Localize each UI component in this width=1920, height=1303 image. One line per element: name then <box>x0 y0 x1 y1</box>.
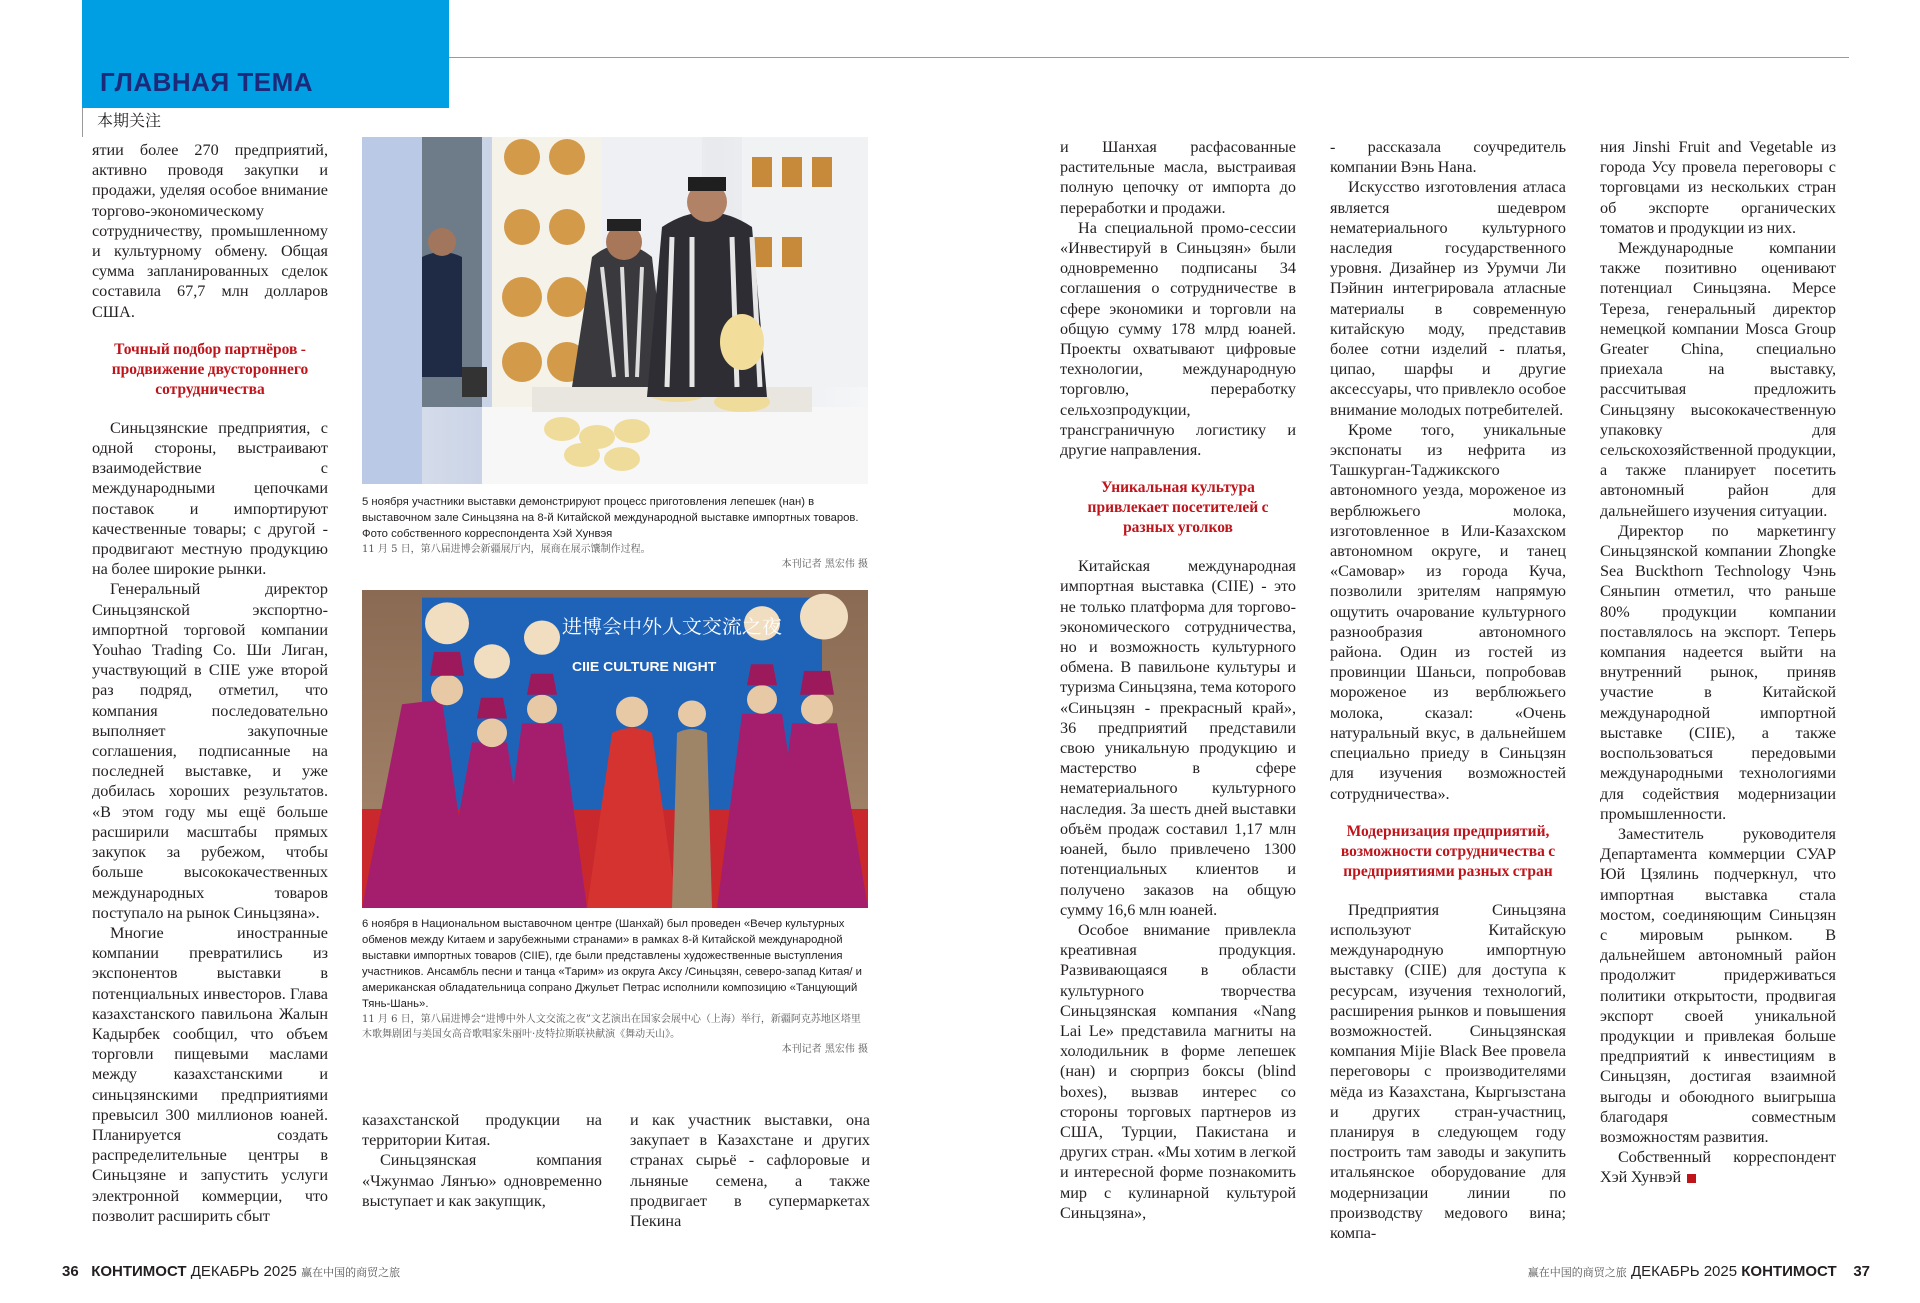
paragraph-text: Генеральный директор Синьцзянской экспортно-импортной торговой компании Youhao Trading Co. Ши Лиган, участвующий в CIIE уже второй раз подряд, отметил, что компания последовательно выполняет закупочные соглашения, подписанные на последней выставке, и уже добилась хороших результатов. «В этом году мы ещё больше расширили масштабы прямых закупок за рубежом, чтобы больше высококачественных международных товаров поступало на рынок Синьцзяна». <box>92 580 328 922</box>
magazine-name: КОНТИМОСТ <box>91 1263 187 1280</box>
paragraph-text: Кроме того, уникальные экспонаты из нефрита из Ташкурган-Таджикского автономного уезда, мороженое из верблюжьего молока, изготовленное в Или-Казахском автономном округе, и танец «Самовар» из города Куча, позволили зрителям напрямую ощутить очарование культурного разнообразия автономного района. Один из гостей из провинции Шаньси, попробовав мороженое из верблюжьего молока, сказал: «Очень натуральный вкус, в дальнейшем специально приеду в Синьцзян для изучения возможностей сотрудничества». <box>1330 420 1566 803</box>
paragraph <box>1060 556 1296 920</box>
paragraph <box>1600 521 1836 824</box>
paragraph <box>1330 900 1566 1243</box>
section-title: ГЛАВНАЯ ТЕМА <box>100 67 314 97</box>
caption-text: 5 ноября участники выставки демонстрируют процесс приготовления лепешек (нан) в выставочном зале Синьцзяна на 8-й Китайской международной выставке импортных товаров. Фото собственного корреспондента Хэй Хунвэя <box>362 496 859 540</box>
article-column-5 <box>1330 137 1566 1243</box>
paragraph-text: Предприятия Синьцзяна используют Китайскую международную импортную выставку (CIIE) для доступа к ресурсам, изучения технологий, расширения рынков и повышения возможностей. Синьцзянская компания Mijie Black Bee провела переговоры с производителями мёда из Казахстана, Кыргызстана и других стран-участниц, планируя в следующем году построить там заводы и закупить итальянское оборудование для модернизации линии по производству медового вина; компа- <box>1330 900 1566 1242</box>
paragraph <box>362 1150 602 1211</box>
paragraph-text: Международные компании также позитивно оценивают потенциал Синьцзяна. Мерсе Тереза, генеральный директор немецкой компании Mosca Group Greater China, специально приехала на выставку, рассчитывая предложить Синьцзяну высококачественную упаковку для сельскохозяйственной продукции, а также планирует посетить автономный район для дальнейшего изучения ситуации. <box>1600 239 1836 520</box>
magazine-name: КОНТИМОСТ <box>1741 1263 1837 1280</box>
photo-credit-cn: 本刊记者 黑宏伟 摄 <box>781 559 868 570</box>
paragraph-text: ния Jinshi Fruit and Vegetable из города Усу провела переговоры с торговцами из нескольких стран об экспорте органических томатов и продукции из них. <box>1600 138 1836 237</box>
photo-credit-cn: 本刊记者 黑宏伟 摄 <box>781 1044 868 1055</box>
article-column-2 <box>362 1110 602 1211</box>
photo-culture-night-image <box>362 590 868 908</box>
paragraph-text: Синьцзянские предприятия, с одной стороны, выстраивают взаимодействие с международными цепочками поставок и импортируют качественные товары; с другой - продвигают местную продукцию на более широкие рынки. <box>92 418 328 579</box>
footer-left <box>62 1262 400 1283</box>
page-number: 37 <box>1853 1263 1870 1280</box>
banner-en: CIIE CULTURE NIGHT <box>572 659 717 674</box>
paragraph <box>630 1110 870 1231</box>
paragraph <box>1600 824 1836 1147</box>
photo-culture-night <box>362 590 868 908</box>
paragraph-text: и как участник выставки, она закупает в Казахстане и других странах сырьё - сафлоровые и льняные семена, а также продвигает в супермаркетах Пекина <box>630 1111 870 1231</box>
caption-text-cn: 11 月 6 日，第八届进博会“进博中外人文交流之夜”文艺演出在国家会展中心（上海）举行，新疆阿克苏地区塔里木歌舞剧团与美国女高音歌唱家朱丽叶·皮特拉斯联袂献演《舞动天山》。 <box>362 1014 861 1040</box>
paragraph-text: Искусство изготовления атласа является шедевром нематериального культурного наследия государственного уровня. Дизайнер из Урумчи Ли Пэйнин интегрировала атласные материалы в современную китайскую моду, представив более сотни изделий - платья, ципао, шарфы и другие аксессуары, что привлекло особое внимание молодых потребителей. <box>1330 178 1566 419</box>
paragraph-text: Многие иностранные компании превратились из экспонентов выставки в потенциальных инвесторов. Глава казахстанского павильона Жалын Кадырбек сообщил, что объем торговли пищевыми маслами между казахстанскими и синьцзянскими предприятиями превысил 300 миллионов юаней. Планируется создать распределительные центры в Синьцзяне и запустить услуги электронной коммерции, что позволит расширить сбыт <box>92 923 328 1225</box>
paragraph-text: Модернизация предприятий, возможности сотрудничества с предприятиями разных стран <box>1340 822 1556 880</box>
photo-nan-baking <box>362 137 868 484</box>
paragraph-text: Китайская международная импортная выставка (CIIE) - это не только платформа для торгово-экономического сотрудничества, но и возможность культурного обмена. В павильоне культуры и туризма Синьцзяна, тема которого «Синьцзян - прекрасный край», 36 предприятий представили свою уникальную продукцию и мастерство в сфере нематериального культурного наследия. За шесть дней выставки объём продаж составил 1,17 млн юаней, было привлечено 1300 потенциальных клиентов и получено заказов на общую сумму 16,6 млн юаней. <box>1060 557 1296 919</box>
paragraph <box>1060 218 1296 460</box>
slogan-cn: 赢在中国的商贸之旅 <box>301 1266 401 1279</box>
paragraph <box>362 1110 602 1150</box>
paragraph <box>1330 137 1566 177</box>
paragraph <box>1330 177 1566 419</box>
end-mark-icon <box>1687 1174 1696 1183</box>
paragraph <box>1600 238 1836 521</box>
photo-nan-baking-caption <box>362 494 868 572</box>
paragraph-text: Собственный корреспондент Хэй Хунвэй <box>1600 1148 1836 1187</box>
paragraph <box>92 418 328 580</box>
paragraph <box>92 579 328 922</box>
paragraph-text: Особое внимание привлекла креативная продукция. Развивающаяся в области культурного творчества Синьцзянская компания «Nang Lai Le» представила магниты на холодильник в форме лепешек (нан) и сюрприз боксы (blind boxes), вызвав интерес со стороны торговых партнеров из США, Турции, Пакистана и других стран. «Мы хотим в легкой и интересной форме познакомить мир с кулинарной культурой Синьцзяна», <box>1060 920 1296 1222</box>
paragraph <box>1060 920 1296 1223</box>
paragraph-text: ятии более 270 предприятий, активно проводя закупки и продажи, уделяя особое внимание торгово-экономическому сотрудничеству, промышленному и культурному обмену. Общая сумма запланированных сделок составила 67,7 млн долларов США. <box>92 141 328 321</box>
paragraph-text: - рассказала соучредитель компании Вэнь Нана. <box>1330 138 1566 177</box>
footer-right <box>1528 1262 1870 1283</box>
paragraph <box>92 923 328 1226</box>
paragraph <box>1060 137 1296 218</box>
caption-text: 6 ноября в Национальном выставочном центре (Шанхай) был проведен «Вечер культурных обменов между Китаем и зарубежными странами» в рамках 8-й Китайской международной выставки импортных товаров (CIIE), где были представлены художественные выступления участников. Ансамбль песни и танца «Тарим» из округа Аксу /Синьцзян, северо-запад Китая/ и американская обладательница сопрано Джульет Петрас исполнили композицию «Танцующий Тянь-Шань». <box>362 918 862 1010</box>
banner-cn: 进博会中外人文交流之夜 <box>562 615 782 638</box>
paragraph-text: Уникальная культура привлекает посетителей с разных уголков <box>1087 479 1269 537</box>
header-rule <box>449 57 1849 58</box>
section-header-block <box>82 0 449 108</box>
paragraph-text: На специальной промо-сессии «Инвестируй в Синьцзян» были одновременно подписаны 34 соглашения о сотрудничестве в сфере экономики и торговли на общую сумму 178 млрд юаней. Проекты охватывают цифровые технологии, международную торговлю, переработку сельхозпродукции, трансграничную логистику и другие направления. <box>1060 218 1296 460</box>
article-column-4 <box>1060 137 1296 1223</box>
paragraph-text: Синьцзянская компания «Чжунмао Лянъю» одновременно выступает и как закупщик, <box>362 1151 602 1210</box>
paragraph-text: Директор по маркетингу Синьцзянской компании Zhongke Sea Buckthorn Technology Чэнь Сяньпин отметил, что раньше 80% продукции компании поставлялось на экспорт. Теперь компания надеется выйти на внутренний рынок, приняв участие в Китайской международной импортной выставке (CIIE), а также воспользоваться передовыми международными технологиями для содействия модернизации промышленности. <box>1600 521 1836 823</box>
paragraph-text: Точный подбор партнёров - продвижение двустороннего сотрудничества <box>111 340 309 398</box>
photo-culture-night-caption <box>362 916 868 1057</box>
subheading <box>96 340 324 400</box>
slogan-cn: 赢在中国的商贸之旅 <box>1527 1266 1627 1279</box>
paragraph-text: и Шанхая расфасованные растительные масла, выстраивая полную цепочку от импорта до переработки и продажи. <box>1060 138 1296 217</box>
paragraph <box>1600 137 1836 238</box>
paragraph <box>1330 420 1566 804</box>
article-column-6 <box>1600 137 1836 1188</box>
paragraph-text: казахстанской продукции на территории Китая. <box>362 1111 602 1150</box>
issue-date: ДЕКАБРЬ 2025 <box>1630 1263 1738 1280</box>
article-column-3 <box>630 1110 870 1231</box>
header-vertical-rule <box>82 108 83 137</box>
author-signature <box>1600 1147 1836 1187</box>
caption-cn: 11 月 5 日，第八届进博会新疆展厅内，展商在展示馕制作过程。 <box>362 544 651 555</box>
subheading <box>1064 478 1292 538</box>
page-number: 36 <box>62 1263 79 1280</box>
paragraph-text: Заместитель руководителя Департамента коммерции СУАР Юй Цзялинь подчеркнул, что импортная выставка стала мостом, соединяющим Синьцзян с мировым рынком. В дальнейшем автономный район продолжит придерживаться политики открытости, продвигая экспорт своей уникальной продукции и привлекая больше предприятий к инвестициям в Синьцзян, достигая взаимной выгоды и обоюдного выигрыша благодаря совместным возможностям развития. <box>1600 824 1836 1146</box>
photo-nan-baking-image <box>362 137 868 484</box>
subheading <box>1334 822 1562 882</box>
paragraph <box>92 140 328 322</box>
article-column-1 <box>92 140 328 1226</box>
section-subtitle-cn: 本期关注 <box>97 111 162 130</box>
issue-date: ДЕКАБРЬ 2025 <box>190 1263 297 1280</box>
